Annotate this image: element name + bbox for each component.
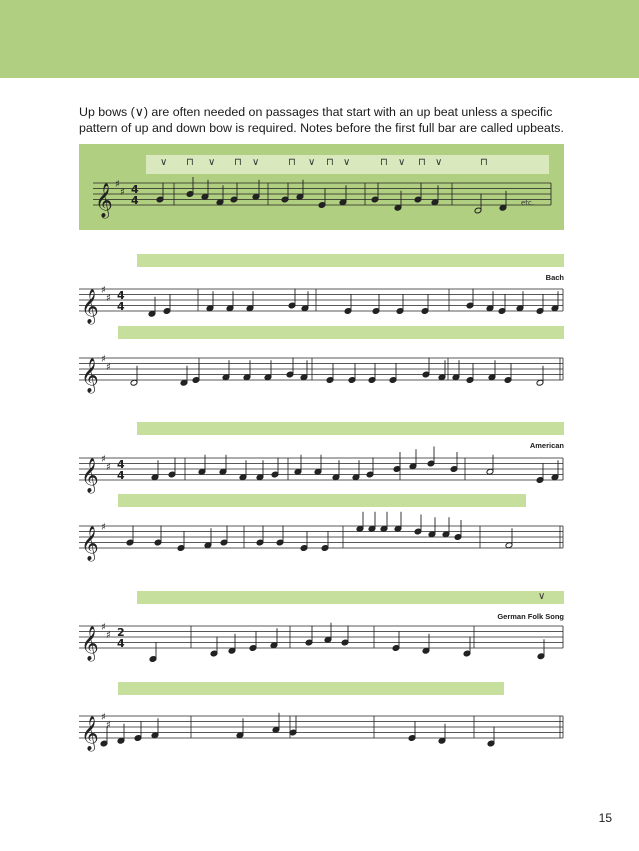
time-signature-bottom: 4 bbox=[117, 300, 125, 313]
up-bow-icon: ∨ bbox=[308, 157, 316, 168]
down-bow-icon: ⊓ bbox=[326, 157, 334, 168]
sharp-icon: ♯ bbox=[101, 712, 106, 723]
sharp-icon: ♯ bbox=[115, 179, 120, 190]
sharp-icon: ♯ bbox=[106, 630, 111, 641]
credit-american: American bbox=[529, 441, 564, 450]
up-bow-icon: ∨ bbox=[435, 157, 443, 168]
treble-clef-icon: 𝄞 bbox=[81, 358, 99, 393]
sharp-icon: ♯ bbox=[101, 454, 106, 465]
intro-line-1: Up bows (∨) are often needed on passages that start with an up beat unless a specific bbox=[79, 105, 553, 119]
up-bow-icon: ∨ bbox=[398, 157, 406, 168]
down-bow-icon: ⊓ bbox=[288, 157, 296, 168]
treble-clef-icon: 𝄞 bbox=[81, 458, 99, 493]
sharp-icon: ♯ bbox=[106, 462, 111, 473]
time-signature-top: 4 bbox=[117, 289, 125, 302]
up-bow-icon: ∨ bbox=[208, 157, 216, 168]
up-bow-icon: ∨ bbox=[343, 157, 351, 168]
time-signature-top: 2 bbox=[117, 626, 125, 639]
intro-line-2: pattern of up and down bow is required. Notes before the first full bar are called upbeats. bbox=[79, 121, 564, 135]
time-signature-top: 4 bbox=[117, 458, 125, 471]
sharp-icon: ♯ bbox=[101, 285, 106, 296]
time-signature-top: 4 bbox=[131, 183, 139, 196]
down-bow-icon: ⊓ bbox=[418, 157, 426, 168]
sharp-icon: ♯ bbox=[106, 293, 111, 304]
sharp-icon: ♯ bbox=[101, 622, 106, 633]
treble-clef-icon: 𝄞 bbox=[81, 289, 99, 324]
down-bow-icon: ⊓ bbox=[186, 157, 194, 168]
sharp-icon: ♯ bbox=[101, 522, 106, 533]
up-bow-icon: ∨ bbox=[160, 157, 168, 168]
up-bow-mark: ∨ bbox=[538, 591, 546, 602]
treble-clef-icon: 𝄞 bbox=[81, 716, 99, 751]
up-bow-icon: ∨ bbox=[252, 157, 260, 168]
down-bow-icon: ⊓ bbox=[480, 157, 488, 168]
page-number: 15 bbox=[598, 811, 612, 825]
sharp-icon: ♯ bbox=[106, 720, 111, 731]
etc-label: etc. bbox=[521, 199, 535, 207]
treble-clef-icon: 𝄞 bbox=[95, 183, 113, 218]
down-bow-icon: ⊓ bbox=[234, 157, 242, 168]
down-bow-icon: ⊓ bbox=[380, 157, 388, 168]
time-signature-bottom: 4 bbox=[117, 469, 125, 482]
sharp-icon: ♯ bbox=[106, 362, 111, 373]
credit-german-folk-song: German Folk Song bbox=[497, 612, 564, 621]
sharp-icon: ♯ bbox=[101, 354, 106, 365]
sharp-icon: ♯ bbox=[120, 187, 125, 198]
treble-clef-icon: 𝄞 bbox=[81, 626, 99, 661]
time-signature-bottom: 4 bbox=[117, 637, 125, 650]
time-signature-bottom: 4 bbox=[131, 194, 139, 207]
credit-bach: Bach bbox=[545, 273, 564, 282]
treble-clef-icon: 𝄞 bbox=[81, 526, 99, 561]
